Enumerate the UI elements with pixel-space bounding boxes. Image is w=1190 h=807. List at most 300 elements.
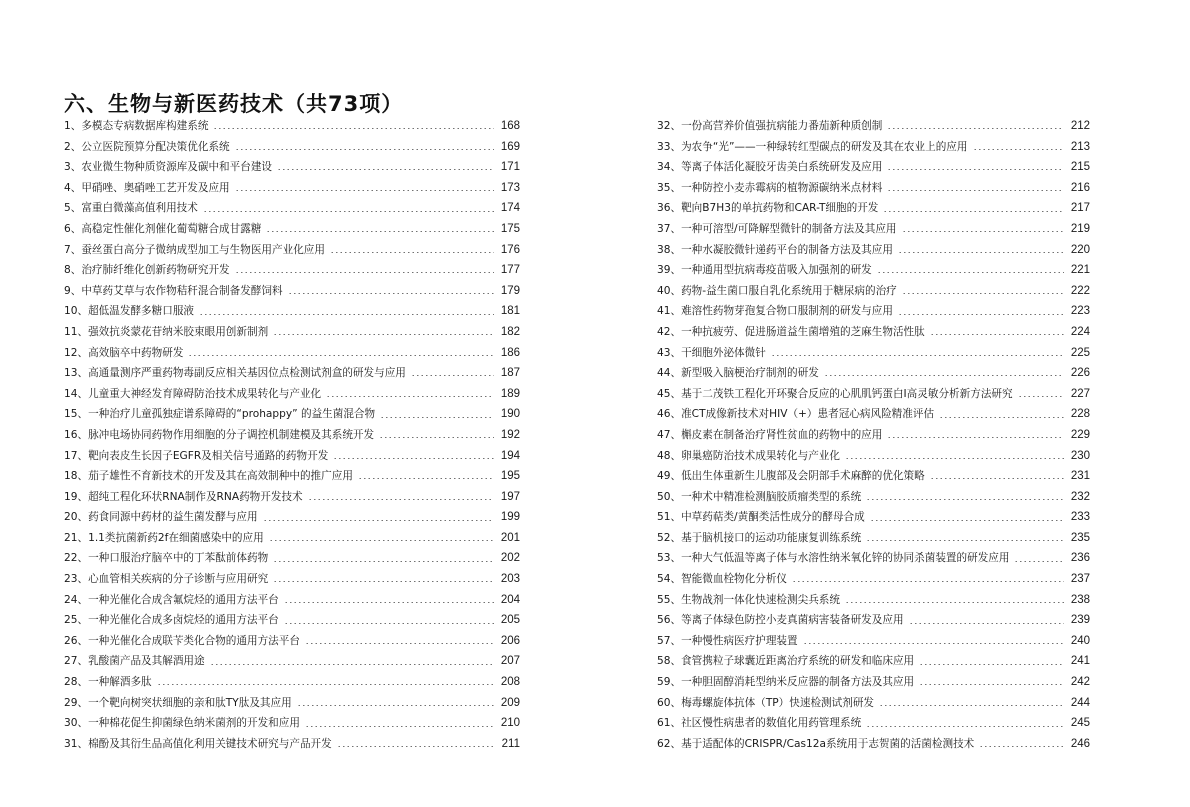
- toc-entry-title: 茄子雄性不育新技术的开发及其在高效制种中的推广应用: [88, 470, 353, 483]
- toc-entry-title: 食管携粒子球囊近距离治疗系统的研发和临床应用: [681, 655, 915, 668]
- toc-entry-page-number: 203: [500, 573, 520, 586]
- toc-column-right: [657, 116, 1090, 754]
- toc-entry-title: 心血管相关疾病的分子诊断与应用研究: [88, 573, 269, 586]
- toc-entry-page-number: 202: [500, 552, 520, 565]
- dot-leader: [898, 314, 1064, 315]
- toc-entry-number: 10、: [64, 305, 89, 318]
- toc-entry-page-number: 217: [1070, 202, 1090, 215]
- toc-entry-number: 17、: [64, 449, 89, 462]
- toc-entry-number: 18、: [64, 470, 89, 483]
- toc-entry[interactable]: [64, 487, 520, 508]
- toc-entry-number: 59、: [657, 676, 682, 689]
- toc-entry-number: 24、: [64, 593, 89, 606]
- dot-leader: [305, 643, 494, 644]
- toc-entry-page-number: 245: [1070, 717, 1090, 730]
- toc-entry-page-number: 220: [1070, 243, 1090, 256]
- toc-entry-number: 25、: [64, 614, 89, 627]
- toc-entry-number: 29、: [64, 696, 89, 709]
- toc-entry[interactable]: [657, 651, 1090, 672]
- toc-entry[interactable]: [657, 466, 1090, 487]
- toc-entry-number: 14、: [64, 387, 89, 400]
- toc-entry-page-number: 241: [1070, 655, 1090, 668]
- toc-entry[interactable]: [64, 343, 520, 364]
- toc-entry-number: 52、: [657, 531, 682, 544]
- toc-entry-page-number: 232: [1070, 490, 1090, 503]
- dot-leader: [235, 272, 494, 273]
- dot-leader: [203, 211, 494, 212]
- toc-entry-page-number: 175: [500, 222, 520, 235]
- toc-entry-title: 药食同源中药材的益生菌发酵与应用: [88, 511, 258, 524]
- dot-leader: [870, 520, 1064, 521]
- toc-entry-title: 等离子体活化凝胶牙齿美白系统研发及应用: [681, 161, 883, 174]
- toc-entry-page-number: 197: [500, 490, 520, 503]
- toc-entry-title: 一种棉花促生抑菌绿色纳米菌剂的开发和应用: [88, 717, 300, 730]
- toc-entry[interactable]: [657, 384, 1090, 405]
- toc-entry[interactable]: [657, 425, 1090, 446]
- toc-entry-page-number: 187: [500, 367, 520, 380]
- toc-entry-title: 乳酸菌产品及其解酒用途: [88, 655, 205, 668]
- toc-entry[interactable]: [657, 713, 1090, 734]
- toc-entry[interactable]: [64, 404, 520, 425]
- toc-entry-page-number: 215: [1070, 161, 1090, 174]
- toc-entry[interactable]: [64, 178, 520, 199]
- toc-entry-number: 55、: [657, 593, 682, 606]
- dot-leader: [308, 499, 494, 500]
- toc-entry-title: 智能微血栓物化分析仪: [681, 573, 788, 586]
- toc-entry-page-number: 169: [500, 140, 520, 153]
- toc-entry-title: 1.1类抗菌新药2f在细菌感染中的应用: [88, 531, 264, 544]
- dot-leader: [845, 602, 1064, 603]
- dot-leader: [188, 355, 494, 356]
- dot-leader: [919, 664, 1064, 665]
- dot-leader: [898, 252, 1064, 253]
- toc-entry[interactable]: [64, 466, 520, 487]
- toc-entry-title: 甲硝唑、奥硝唑工艺开发及应用: [81, 181, 230, 194]
- toc-entry-title: 社区慢性病患者的数值化用药管理系统: [681, 717, 862, 730]
- toc-entry-title: 多模态专病数据库构建系统: [81, 120, 209, 132]
- dot-leader: [979, 746, 1064, 747]
- toc-entry-page-number: 206: [500, 634, 520, 647]
- toc-entry-title: 脉冲电场协同药物作用细胞的分子调控机制建模及其系统开发: [88, 428, 375, 441]
- toc-entry-number: 58、: [657, 655, 682, 668]
- dot-leader: [866, 499, 1064, 500]
- toc-entry[interactable]: [657, 301, 1090, 322]
- toc-entry-number: 42、: [657, 325, 682, 338]
- toc-entry-title: 一种光催化合成多卤烷烃的通用方法平台: [88, 614, 279, 627]
- toc-entry-number: 44、: [657, 367, 682, 380]
- dot-leader: [273, 581, 494, 582]
- toc-entry[interactable]: [657, 281, 1090, 302]
- toc-entry[interactable]: [64, 672, 520, 693]
- toc-entry-page-number: 186: [500, 346, 520, 359]
- dot-leader: [803, 643, 1064, 644]
- dot-leader: [887, 190, 1064, 191]
- toc-entry-title: 一种通用型抗病毒疫苗吸入加强剂的研发: [681, 264, 872, 277]
- toc-entry-title: 基于适配体的CRISPR/Cas12a系统用于志贺菌的活菌检测技术: [681, 737, 975, 750]
- dot-leader: [326, 396, 494, 397]
- toc-entry-number: 32、: [657, 120, 682, 132]
- toc-entry-page-number: 227: [1070, 387, 1090, 400]
- toc-entry-number: 49、: [657, 470, 682, 483]
- toc-entry-number: 1、: [64, 120, 82, 132]
- dot-leader: [792, 581, 1064, 582]
- toc-entry[interactable]: [64, 548, 520, 569]
- dot-leader: [266, 231, 494, 232]
- toc-entry-page-number: 171: [500, 161, 520, 174]
- toc-entry-title: 梅毒螺旋体抗体（TP）快速检测试剂研发: [681, 696, 875, 709]
- toc-entry[interactable]: [657, 363, 1090, 384]
- toc-entry-title: 卵巢癌防治技术成果转化与产业化: [681, 449, 840, 462]
- toc-entry-title: 棉酚及其衍生品高值化利用关键技术研究与产品开发: [88, 737, 332, 750]
- toc-entry[interactable]: [64, 219, 520, 240]
- toc-entry-title: 中草药萜类/黄酮类活性成分的酵母合成: [681, 511, 865, 524]
- toc-entry-title: 一种光催化合成联苄类化合物的通用方法平台: [88, 634, 300, 647]
- toc-entry-number: 4、: [64, 181, 82, 194]
- toc-entry[interactable]: [64, 281, 520, 302]
- toc-entry[interactable]: [64, 322, 520, 343]
- toc-entry[interactable]: [657, 240, 1090, 261]
- toc-entry[interactable]: [657, 137, 1090, 158]
- dot-leader: [883, 211, 1064, 212]
- dot-leader: [877, 272, 1064, 273]
- toc-entry-number: 54、: [657, 573, 682, 586]
- toc-entry[interactable]: [64, 363, 520, 384]
- toc-entry-title: 农业微生物种质资源库及碳中和平台建设: [81, 161, 273, 174]
- toc-entry-number: 41、: [657, 305, 682, 318]
- toc-entry-title: 高通量测序严重药物毒副反应相关基因位点检测试剂盒的研发与应用: [88, 367, 406, 380]
- toc-entry-page-number: 190: [500, 408, 520, 421]
- toc-entry-page-number: 209: [500, 696, 520, 709]
- dot-leader: [887, 437, 1064, 438]
- toc-entry-title: 一种可溶型/可降解型微针的制备方法及其应用: [681, 222, 897, 235]
- toc-entry-page-number: 229: [1070, 428, 1090, 441]
- toc-entry-title: 一种解酒多肽: [88, 676, 152, 689]
- toc-entry-title: 等离子体绿色防控小麦真菌病害装备研发及应用: [681, 614, 904, 627]
- toc-entry-number: 11、: [64, 325, 89, 338]
- dot-leader: [333, 458, 494, 459]
- toc-entry-number: 12、: [64, 346, 89, 359]
- toc-entry-number: 5、: [64, 202, 82, 215]
- toc-entry-page-number: 230: [1070, 449, 1090, 462]
- toc-entry[interactable]: [657, 590, 1090, 611]
- toc-entry-page-number: 207: [500, 655, 520, 668]
- toc-entry-title: 一种口服治疗脑卒中的丁苯酞前体药物: [88, 552, 269, 565]
- dot-leader: [1018, 396, 1064, 397]
- toc-entry[interactable]: [657, 631, 1090, 652]
- toc-entry-title: 低出生体重新生儿腹部及会阴部手术麻醉的优化策略: [681, 470, 925, 483]
- toc-entry-page-number: 228: [1070, 408, 1090, 421]
- toc-entry-title: 治疗肺纤维化创新药物研究开发: [81, 264, 230, 277]
- toc-entry-title: 生物战剂一体化快速检测尖兵系统: [681, 593, 840, 606]
- toc-entry-page-number: 201: [500, 531, 520, 544]
- toc-entry-number: 45、: [657, 387, 682, 400]
- dot-leader: [269, 540, 494, 541]
- dot-leader: [337, 746, 494, 747]
- toc-entry-page-number: 216: [1070, 181, 1090, 194]
- toc-entry-page-number: 213: [1070, 140, 1090, 153]
- toc-entry-page-number: 194: [500, 449, 520, 462]
- toc-entry-page-number: 195: [500, 470, 520, 483]
- toc-entry[interactable]: [64, 157, 520, 178]
- toc-entry-page-number: 210: [500, 717, 520, 730]
- toc-entry-number: 61、: [657, 717, 682, 730]
- toc-entry-page-number: 246: [1070, 737, 1090, 750]
- toc-entry[interactable]: [657, 507, 1090, 528]
- toc-entry-page-number: 240: [1070, 634, 1090, 647]
- toc-entry[interactable]: [64, 446, 520, 467]
- toc-entry-page-number: 177: [500, 264, 520, 277]
- toc-entry-page-number: 189: [500, 387, 520, 400]
- toc-entry-title: 新型吸入脑梗治疗制剂的研发: [681, 367, 819, 380]
- toc-entry-number: 15、: [64, 408, 89, 421]
- toc-entry[interactable]: [64, 713, 520, 734]
- dot-leader: [887, 128, 1064, 129]
- toc-entry-title: 高稳定性催化剂催化葡萄糖合成甘露糖: [81, 222, 262, 235]
- toc-entry-number: 27、: [64, 655, 89, 668]
- toc-entry-page-number: 182: [500, 325, 520, 338]
- toc-entry-page-number: 211: [501, 737, 520, 750]
- dot-leader: [845, 458, 1064, 459]
- toc-entry[interactable]: [64, 734, 520, 755]
- toc-entry-title: 富重白微藻高值利用技术: [81, 202, 198, 215]
- toc-entry[interactable]: [657, 157, 1090, 178]
- toc-entry[interactable]: [64, 528, 520, 549]
- toc-column-left: [64, 116, 520, 754]
- toc-entry-title: 一种治疗儿童孤独症谱系障碍的“prohappy” 的益生菌混合物: [88, 408, 376, 421]
- toc-entry-page-number: 224: [1070, 325, 1090, 338]
- dot-leader: [210, 664, 494, 665]
- toc-entry-page-number: 238: [1070, 593, 1090, 606]
- toc-entry[interactable]: [657, 178, 1090, 199]
- toc-entry-page-number: 222: [1070, 284, 1090, 297]
- dot-leader: [263, 520, 494, 521]
- dot-leader: [273, 334, 494, 335]
- dot-leader: [824, 375, 1064, 376]
- toc-entry-number: 6、: [64, 222, 82, 235]
- toc-entry-title: 靶向表皮生长因子EGFR及相关信号通路的药物开发: [88, 449, 329, 462]
- toc-entry-number: 40、: [657, 284, 682, 297]
- toc-entry[interactable]: [64, 384, 520, 405]
- toc-entry[interactable]: [64, 260, 520, 281]
- dot-leader: [887, 169, 1064, 170]
- dot-leader: [902, 293, 1064, 294]
- toc-entry-number: 43、: [657, 346, 682, 359]
- dot-leader: [358, 478, 494, 479]
- toc-entry-page-number: 208: [500, 676, 520, 689]
- dot-leader: [902, 231, 1064, 232]
- toc-entry-number: 56、: [657, 614, 682, 627]
- toc-entry-number: 22、: [64, 552, 89, 565]
- dot-leader: [973, 149, 1065, 150]
- toc-entry-number: 21、: [64, 531, 89, 544]
- toc-entry[interactable]: [64, 425, 520, 446]
- toc-entry-number: 50、: [657, 490, 682, 503]
- page-title: 六、生物与新医药技术（共73项）: [64, 92, 404, 117]
- dot-leader: [213, 128, 494, 129]
- toc-entry-number: 35、: [657, 181, 682, 194]
- toc-entry-page-number: 179: [500, 284, 520, 297]
- toc-entry-page-number: 225: [1070, 346, 1090, 359]
- toc-entry[interactable]: [657, 548, 1090, 569]
- toc-entry[interactable]: [64, 610, 520, 631]
- toc-entry-title: 公立医院预算分配决策优化系统: [81, 140, 230, 153]
- toc-entry[interactable]: [657, 610, 1090, 631]
- toc-entry-title: 高效脑卒中药物研发: [88, 346, 184, 359]
- toc-entry-title: 强效抗炎蒙花苷纳米胶束眼用创新制剂: [88, 325, 269, 338]
- toc-entry-title: 难溶性药物芽孢复合物口服制剂的研发与应用: [681, 305, 893, 318]
- toc-entry[interactable]: [64, 693, 520, 714]
- dot-leader: [157, 684, 494, 685]
- dot-leader: [297, 705, 494, 706]
- toc-entry-number: 37、: [657, 222, 682, 235]
- toc-entry-number: 8、: [64, 264, 82, 277]
- toc-entry-title: 干细胞外泌体微针: [681, 346, 766, 359]
- toc-entry-title: 超低温发酵多糖口服液: [88, 305, 195, 318]
- toc-entry-number: 23、: [64, 573, 89, 586]
- toc-entry-number: 38、: [657, 243, 682, 256]
- toc-entry[interactable]: [657, 569, 1090, 590]
- toc-entry-number: 48、: [657, 449, 682, 462]
- dot-leader: [879, 705, 1064, 706]
- toc-entry-title: 一种胆固醇消耗型纳米反应器的制备方法及其应用: [681, 676, 915, 689]
- toc-entry-number: 3、: [64, 161, 82, 174]
- toc-entry[interactable]: [64, 507, 520, 528]
- toc-entry[interactable]: [657, 116, 1090, 137]
- toc-entry-title: 一个靶向树突状细胞的亲和肽TY肽及其应用: [88, 696, 292, 709]
- toc-entry-number: 2、: [64, 140, 82, 153]
- toc-entry-page-number: 221: [1070, 264, 1090, 277]
- toc-entry-number: 9、: [64, 284, 82, 297]
- toc-entry[interactable]: [64, 569, 520, 590]
- toc-entry-number: 57、: [657, 634, 682, 647]
- toc-entry[interactable]: [657, 219, 1090, 240]
- toc-entry-page-number: 168: [500, 120, 520, 132]
- dot-leader: [284, 602, 494, 603]
- toc-entry-number: 16、: [64, 428, 89, 441]
- toc-entry[interactable]: [657, 343, 1090, 364]
- toc-entry-number: 31、: [64, 737, 89, 750]
- toc-entry-page-number: 212: [1070, 120, 1090, 132]
- dot-leader: [330, 252, 494, 253]
- toc-entry-page-number: 199: [500, 511, 520, 524]
- dot-leader: [909, 623, 1064, 624]
- toc-entry-title: 准CT成像新技术对HIV（+）患者冠心病风险精准评估: [681, 408, 935, 421]
- toc-entry-page-number: 237: [1070, 573, 1090, 586]
- toc-entry-page-number: 181: [500, 305, 520, 318]
- dot-leader: [771, 355, 1064, 356]
- toc-entry-number: 19、: [64, 490, 89, 503]
- toc-entry[interactable]: [64, 590, 520, 611]
- toc-entry-title: 基于二茂铁工程化开环聚合反应的心肌肌钙蛋白I高灵敏分析新方法研究: [681, 387, 1013, 400]
- toc-entry-number: 36、: [657, 202, 682, 215]
- toc-entry-title: 基于脑机接口的运动功能康复训练系统: [681, 531, 862, 544]
- toc-entry-title: 一种水凝胶微针递药平台的制备方法及其应用: [681, 243, 893, 256]
- toc-entry[interactable]: [64, 116, 520, 137]
- dot-leader: [235, 190, 494, 191]
- toc-entry-number: 30、: [64, 717, 89, 730]
- toc-entry-number: 46、: [657, 408, 682, 421]
- toc-entry-page-number: 204: [500, 593, 520, 606]
- toc-entry-page-number: 219: [1070, 222, 1090, 235]
- toc-entry[interactable]: [64, 631, 520, 652]
- toc-entry-number: 33、: [657, 140, 682, 153]
- dot-leader: [199, 314, 494, 315]
- toc-entry[interactable]: [657, 446, 1090, 467]
- toc-entry-title: 儿童重大神经发育障碍防治技术成果转化与产业化: [88, 387, 322, 400]
- toc-entry-title: 一种术中精准检测脑胶质瘤类型的系统: [681, 490, 862, 503]
- toc-entry-title: 药物-益生菌口服自乳化系统用于糖尿病的治疗: [681, 284, 897, 297]
- toc-entry[interactable]: [64, 301, 520, 322]
- toc-entry-number: 34、: [657, 161, 682, 174]
- toc-entry-title: 槲皮素在制备治疗肾性贫血的药物中的应用: [681, 428, 883, 441]
- toc-entry-number: 53、: [657, 552, 682, 565]
- toc-entry-title: 一种大气低温等离子体与水溶性纳米氧化锌的协同杀菌装置的研发应用: [681, 552, 1010, 565]
- toc-entry[interactable]: [657, 693, 1090, 714]
- toc-entry[interactable]: [657, 734, 1090, 755]
- toc-entry-title: 中草药艾草与农作物秸秆混合制备发酵饲料: [81, 284, 283, 297]
- toc-entry[interactable]: [64, 240, 520, 261]
- toc-entry[interactable]: [64, 651, 520, 672]
- toc-entry-number: 62、: [657, 737, 682, 750]
- toc-entry-title: 一份高营养价值强抗病能力番茄新种质创制: [681, 120, 883, 132]
- toc-entry-page-number: 244: [1070, 696, 1090, 709]
- dot-leader: [284, 623, 494, 624]
- toc-entry-number: 51、: [657, 511, 682, 524]
- dot-leader: [411, 375, 494, 376]
- toc-entry-number: 7、: [64, 243, 82, 256]
- toc-entry-page-number: 242: [1070, 676, 1090, 689]
- toc-entry-number: 47、: [657, 428, 682, 441]
- dot-leader: [380, 417, 494, 418]
- toc-entry[interactable]: [64, 198, 520, 219]
- toc-entry-title: 一种慢性病医疗护理装置: [681, 634, 798, 647]
- dot-leader: [235, 149, 494, 150]
- toc-entry[interactable]: [657, 528, 1090, 549]
- toc-entry-title: 蚕丝蛋白高分子微纳成型加工与生物医用产业化应用: [81, 243, 325, 256]
- toc-entry-title: 一种光催化合成含氟烷烃的通用方法平台: [88, 593, 279, 606]
- toc-entry-title: 靶向B7H3的单抗药物和CAR-T细胞的开发: [681, 202, 879, 215]
- toc-entry-page-number: 176: [500, 243, 520, 256]
- toc-entry-page-number: 192: [500, 428, 520, 441]
- toc-entry-title: 一种防控小麦赤霉病的植物源碳纳米点材料: [681, 181, 883, 194]
- dot-leader: [930, 334, 1064, 335]
- dot-leader: [273, 561, 494, 562]
- toc-entry-page-number: 173: [500, 181, 520, 194]
- toc-entry-page-number: 226: [1070, 367, 1090, 380]
- dot-leader: [930, 478, 1064, 479]
- toc-entry-number: 13、: [64, 367, 89, 380]
- toc-entry-page-number: 205: [500, 614, 520, 627]
- toc-entry-page-number: 233: [1070, 511, 1090, 524]
- toc-entry[interactable]: [657, 487, 1090, 508]
- dot-leader: [866, 726, 1064, 727]
- toc-entry-title: 为农争“光”——一种绿转红型碳点的研发及其在农业上的应用: [681, 140, 968, 153]
- toc-entry[interactable]: [657, 198, 1090, 219]
- dot-leader: [1014, 561, 1064, 562]
- toc-entry[interactable]: [64, 137, 520, 158]
- toc-entry[interactable]: [657, 322, 1090, 343]
- dot-leader: [939, 417, 1064, 418]
- dot-leader: [866, 540, 1064, 541]
- dot-leader: [288, 293, 494, 294]
- toc-entry-page-number: 239: [1070, 614, 1090, 627]
- dot-leader: [919, 684, 1064, 685]
- dot-leader: [305, 726, 494, 727]
- toc-entry-page-number: 223: [1070, 305, 1090, 318]
- toc-entry[interactable]: [657, 404, 1090, 425]
- toc-entry[interactable]: [657, 672, 1090, 693]
- toc-entry[interactable]: [657, 260, 1090, 281]
